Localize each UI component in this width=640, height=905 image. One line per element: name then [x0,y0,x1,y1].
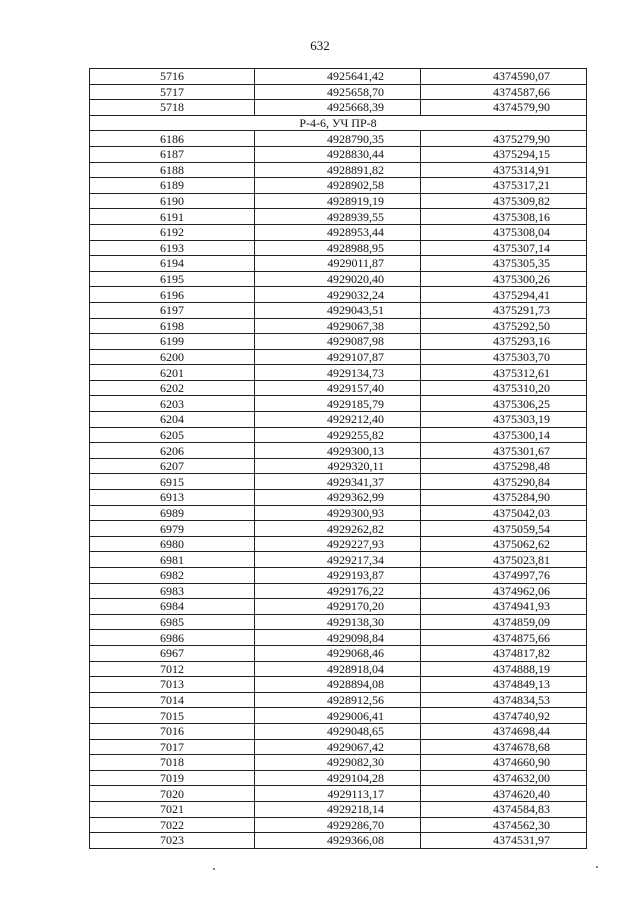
y-coordinate-cell: 4374678,68 [421,739,587,755]
point-id-cell: 6913 [90,490,255,506]
y-coordinate-cell: 4375303,70 [421,349,587,365]
y-coordinate-cell: 4375317,21 [421,178,587,194]
x-coordinate-cell: 4929193,87 [255,568,421,584]
point-id-cell: 6193 [90,240,255,256]
point-id-cell: 7015 [90,708,255,724]
table-row [90,302,587,318]
table-row [90,505,587,521]
page-number: 632 [310,38,330,53]
table-row [90,692,587,708]
table-row [90,552,587,568]
table-row [90,770,587,786]
point-id-cell: 6207 [90,458,255,474]
y-coordinate-cell: 4375312,61 [421,365,587,381]
x-coordinate-cell: 4929176,22 [255,583,421,599]
y-coordinate-cell: 4375042,03 [421,505,587,521]
point-id-cell: 6189 [90,178,255,194]
x-coordinate-cell: 4925668,39 [255,100,421,116]
point-id-cell: 6200 [90,349,255,365]
point-id-cell: 6197 [90,302,255,318]
point-id-cell: 6199 [90,334,255,350]
table-row [90,614,587,630]
point-id-cell: 6198 [90,318,255,334]
x-coordinate-cell: 4929043,51 [255,302,421,318]
y-coordinate-cell: 4375291,73 [421,302,587,318]
point-id-cell: 6985 [90,614,255,630]
y-coordinate-cell: 4375307,14 [421,240,587,256]
x-coordinate-cell: 4929218,14 [255,801,421,817]
x-coordinate-cell: 4929067,42 [255,739,421,755]
x-coordinate-cell: 4929286,70 [255,817,421,833]
point-id-cell: 6187 [90,146,255,162]
y-coordinate-cell: 4375306,25 [421,396,587,412]
y-coordinate-cell: 4375314,91 [421,162,587,178]
x-coordinate-cell: 4929067,38 [255,318,421,334]
table-row [90,583,587,599]
table-row [90,318,587,334]
y-coordinate-cell: 4374888,19 [421,661,587,677]
table-row [90,240,587,256]
x-coordinate-cell: 4929212,40 [255,412,421,428]
y-coordinate-cell: 4375293,16 [421,334,587,350]
y-coordinate-cell: 4374962,06 [421,583,587,599]
point-id-cell: 6188 [90,162,255,178]
table-row [90,661,587,677]
y-coordinate-cell: 4375305,35 [421,256,587,272]
y-coordinate-cell: 4375062,62 [421,536,587,552]
point-id-cell: 5717 [90,84,255,100]
point-id-cell: 6202 [90,380,255,396]
y-coordinate-cell: 4375294,15 [421,146,587,162]
point-id-cell: 5716 [90,69,255,85]
y-coordinate-cell: 4375292,50 [421,318,587,334]
table-row [90,84,587,100]
table-row [90,786,587,802]
x-coordinate-cell: 4928894,08 [255,677,421,693]
table-row [90,69,587,85]
y-coordinate-cell: 4375300,26 [421,271,587,287]
section-title: Р-4-6, УЧ ПР-8 [90,115,587,131]
point-id-cell: 6196 [90,287,255,303]
table-row [90,645,587,661]
table-row [90,568,587,584]
table-row [90,536,587,552]
x-coordinate-cell: 4929362,99 [255,490,421,506]
x-coordinate-cell: 4929320,11 [255,458,421,474]
table-row [90,708,587,724]
point-id-cell: 7021 [90,801,255,817]
point-id-cell: 6192 [90,224,255,240]
x-coordinate-cell: 4929157,40 [255,380,421,396]
y-coordinate-cell: 4375279,90 [421,131,587,147]
x-coordinate-cell: 4929138,30 [255,614,421,630]
scan-speck [213,868,215,870]
table-row [90,271,587,287]
x-coordinate-cell: 4929048,65 [255,723,421,739]
x-coordinate-cell: 4925641,42 [255,69,421,85]
table-row [90,131,587,147]
y-coordinate-cell: 4374859,09 [421,614,587,630]
y-coordinate-cell: 4374584,83 [421,801,587,817]
y-coordinate-cell: 4375059,54 [421,521,587,537]
table-row [90,630,587,646]
y-coordinate-cell: 4374941,93 [421,599,587,615]
x-coordinate-cell: 4928891,82 [255,162,421,178]
x-coordinate-cell: 4929300,13 [255,443,421,459]
y-coordinate-cell: 4375301,67 [421,443,587,459]
point-id-cell: 6206 [90,443,255,459]
point-id-cell: 6186 [90,131,255,147]
scan-speck [596,866,598,868]
table-row [90,677,587,693]
x-coordinate-cell: 4929255,82 [255,427,421,443]
x-coordinate-cell: 4929082,30 [255,755,421,771]
x-coordinate-cell: 4928953,44 [255,224,421,240]
y-coordinate-cell: 4374562,30 [421,817,587,833]
x-coordinate-cell: 4929217,34 [255,552,421,568]
point-id-cell: 6983 [90,583,255,599]
point-id-cell: 6984 [90,599,255,615]
x-coordinate-cell: 4928939,55 [255,209,421,225]
x-coordinate-cell: 4929134,73 [255,365,421,381]
y-coordinate-cell: 4375310,20 [421,380,587,396]
table-row [90,349,587,365]
table-row [90,755,587,771]
table-row [90,474,587,490]
table-row [90,723,587,739]
y-coordinate-cell: 4375294,41 [421,287,587,303]
point-id-cell: 6194 [90,256,255,272]
table-row [90,739,587,755]
table-row [90,396,587,412]
y-coordinate-cell: 4374834,53 [421,692,587,708]
y-coordinate-cell: 4374817,82 [421,645,587,661]
point-id-cell: 7013 [90,677,255,693]
table-row [90,256,587,272]
table-row [90,427,587,443]
y-coordinate-cell: 4374590,07 [421,69,587,85]
y-coordinate-cell: 4374997,76 [421,568,587,584]
table-row [90,100,587,116]
x-coordinate-cell: 4929104,28 [255,770,421,786]
y-coordinate-cell: 4375308,04 [421,224,587,240]
table-row [90,287,587,303]
x-coordinate-cell: 4929032,24 [255,287,421,303]
x-coordinate-cell: 4928790,35 [255,131,421,147]
table-row [90,412,587,428]
y-coordinate-cell: 4374632,00 [421,770,587,786]
x-coordinate-cell: 4925658,70 [255,84,421,100]
x-coordinate-cell: 4929227,93 [255,536,421,552]
point-id-cell: 6201 [90,365,255,381]
y-coordinate-cell: 4375284,90 [421,490,587,506]
point-id-cell: 6980 [90,536,255,552]
point-id-cell: 5718 [90,100,255,116]
x-coordinate-cell: 4929087,98 [255,334,421,350]
table-row [90,193,587,209]
x-coordinate-cell: 4928902,58 [255,178,421,194]
y-coordinate-cell: 4374587,66 [421,84,587,100]
x-coordinate-cell: 4929068,46 [255,645,421,661]
point-id-cell: 7020 [90,786,255,802]
coordinates-table-body [90,69,587,849]
table-row [90,365,587,381]
point-id-cell: 6982 [90,568,255,584]
table-row [90,443,587,459]
point-id-cell: 6989 [90,505,255,521]
table-row [90,209,587,225]
x-coordinate-cell: 4929113,17 [255,786,421,802]
x-coordinate-cell: 4928919,19 [255,193,421,209]
point-id-cell: 6986 [90,630,255,646]
table-row [90,380,587,396]
y-coordinate-cell: 4375303,19 [421,412,587,428]
table-row [90,599,587,615]
y-coordinate-cell: 4374660,90 [421,755,587,771]
point-id-cell: 6981 [90,552,255,568]
table-row [90,146,587,162]
point-id-cell: 6205 [90,427,255,443]
y-coordinate-cell: 4375300,14 [421,427,587,443]
table-row [90,178,587,194]
y-coordinate-cell: 4374620,40 [421,786,587,802]
table-row [90,833,587,849]
x-coordinate-cell: 4929341,37 [255,474,421,490]
point-id-cell: 6979 [90,521,255,537]
x-coordinate-cell: 4928912,56 [255,692,421,708]
point-id-cell: 7023 [90,833,255,849]
y-coordinate-cell: 4374579,90 [421,100,587,116]
point-id-cell: 6203 [90,396,255,412]
point-id-cell: 7019 [90,770,255,786]
table-row [90,490,587,506]
point-id-cell: 6195 [90,271,255,287]
table-row [90,817,587,833]
x-coordinate-cell: 4928918,04 [255,661,421,677]
x-coordinate-cell: 4929006,41 [255,708,421,724]
y-coordinate-cell: 4375298,48 [421,458,587,474]
table-row [90,224,587,240]
point-id-cell: 6204 [90,412,255,428]
x-coordinate-cell: 4929107,87 [255,349,421,365]
point-id-cell: 7018 [90,755,255,771]
table-row [90,458,587,474]
x-coordinate-cell: 4928830,44 [255,146,421,162]
x-coordinate-cell: 4928988,95 [255,240,421,256]
point-id-cell: 7016 [90,723,255,739]
point-id-cell: 6967 [90,645,255,661]
y-coordinate-cell: 4375290,84 [421,474,587,490]
x-coordinate-cell: 4929366,08 [255,833,421,849]
x-coordinate-cell: 4929185,79 [255,396,421,412]
x-coordinate-cell: 4929020,40 [255,271,421,287]
x-coordinate-cell: 4929011,87 [255,256,421,272]
y-coordinate-cell: 4375023,81 [421,552,587,568]
section-header-row [90,115,587,131]
table-row [90,162,587,178]
x-coordinate-cell: 4929098,84 [255,630,421,646]
y-coordinate-cell: 4374849,13 [421,677,587,693]
table-row [90,801,587,817]
point-id-cell: 7014 [90,692,255,708]
point-id-cell: 6915 [90,474,255,490]
y-coordinate-cell: 4374740,92 [421,708,587,724]
coordinates-table [89,68,587,849]
y-coordinate-cell: 4374875,66 [421,630,587,646]
y-coordinate-cell: 4375309,82 [421,193,587,209]
point-id-cell: 7017 [90,739,255,755]
x-coordinate-cell: 4929170,20 [255,599,421,615]
point-id-cell: 7012 [90,661,255,677]
point-id-cell: 6190 [90,193,255,209]
point-id-cell: 7022 [90,817,255,833]
table-row [90,334,587,350]
point-id-cell: 6191 [90,209,255,225]
table-row [90,521,587,537]
x-coordinate-cell: 4929300,93 [255,505,421,521]
y-coordinate-cell: 4374698,44 [421,723,587,739]
y-coordinate-cell: 4374531,97 [421,833,587,849]
y-coordinate-cell: 4375308,16 [421,209,587,225]
x-coordinate-cell: 4929262,82 [255,521,421,537]
